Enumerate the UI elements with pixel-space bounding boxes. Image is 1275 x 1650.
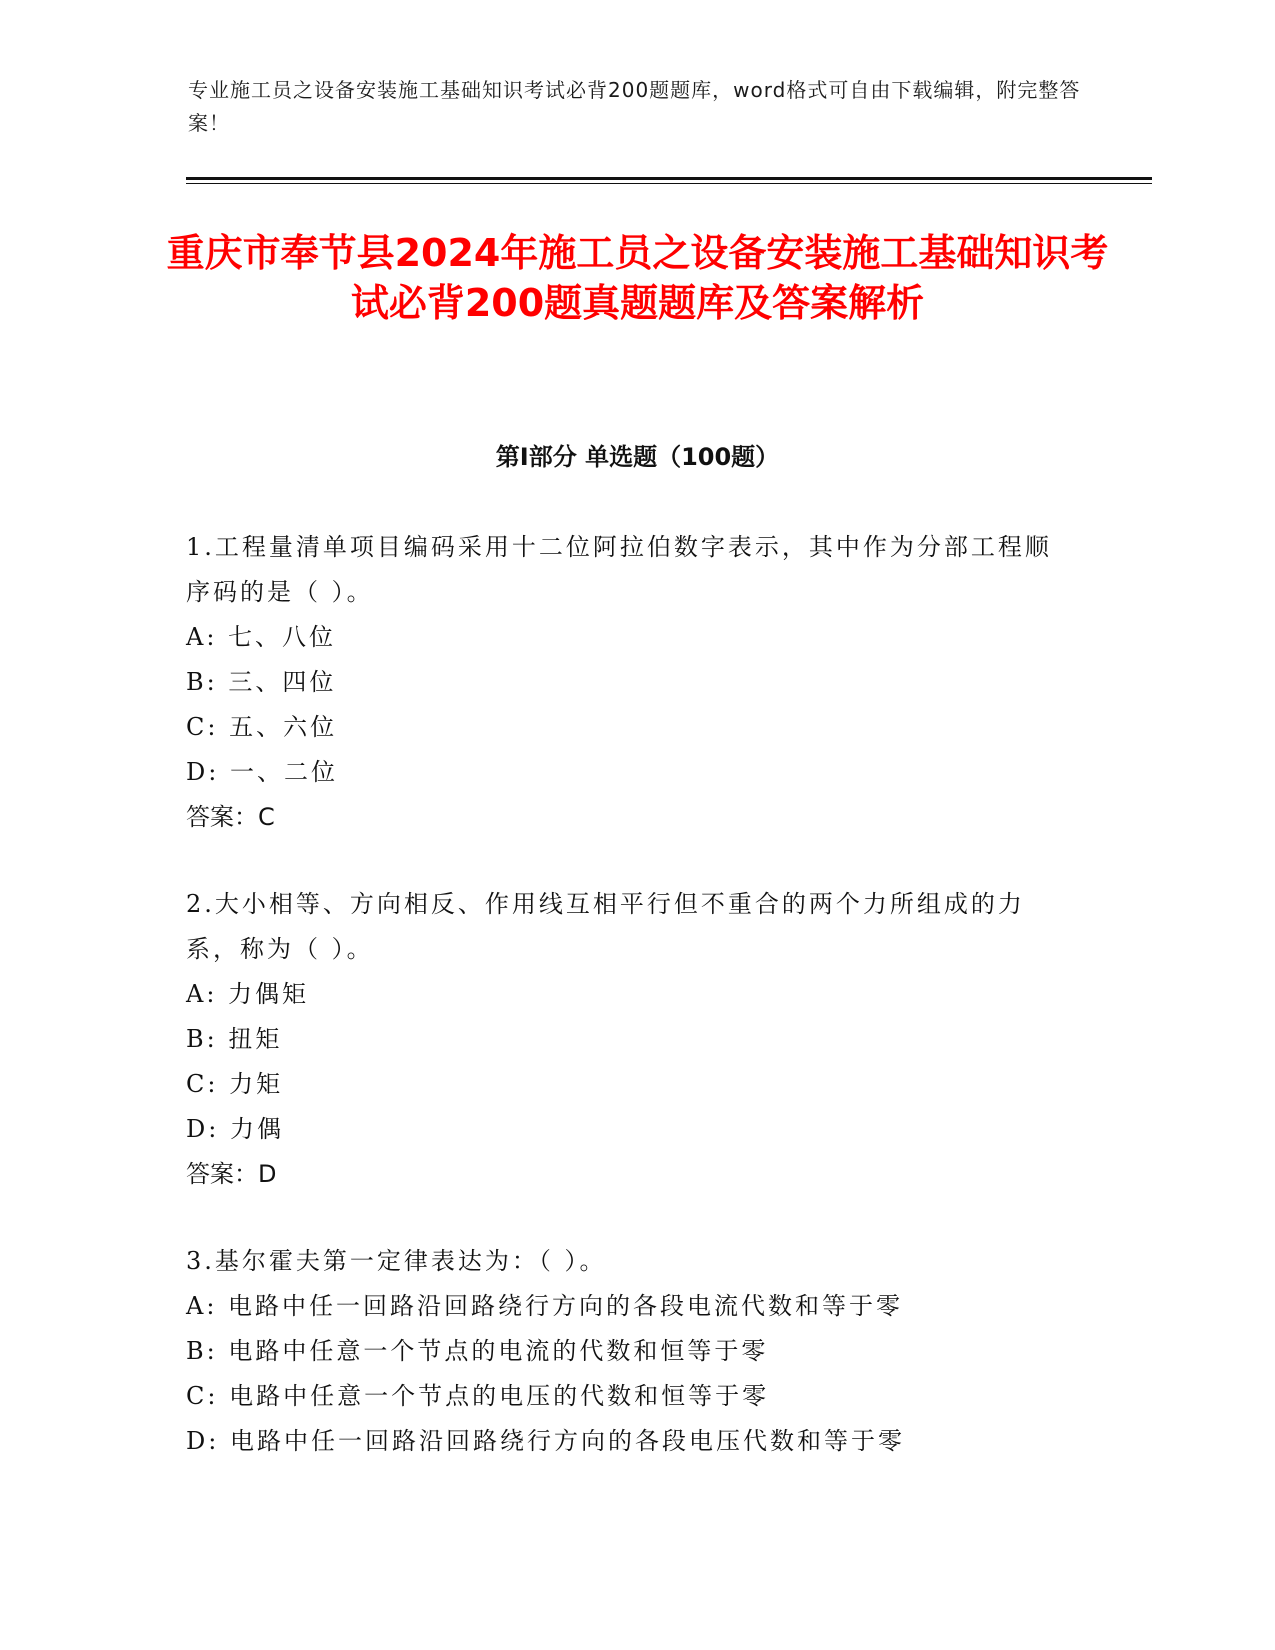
document-title: 重庆市奉节县2024年施工员之设备安装施工基础知识考试必背200题真题题库及答案解析: [166, 231, 1109, 325]
option-b: B: 三、四位: [186, 668, 337, 696]
question-text: 1.工程量清单项目编码采用十二位阿拉伯数字表示，其中作为分部工程顺序码的是（ ）。: [186, 533, 1052, 606]
option-d: D: 电路中任一回路沿回路绕行方向的各段电压代数和等于零: [186, 1427, 905, 1455]
header-divider-thick: [186, 177, 1152, 180]
question-2: [186, 882, 1066, 1197]
option-d: D: 一、二位: [186, 758, 338, 786]
answer: 答案：C: [186, 803, 275, 831]
option-a: A: 七、八位: [186, 623, 337, 651]
option-d: D: 力偶: [186, 1115, 284, 1143]
question-text: 2.大小相等、方向相反、作用线互相平行但不重合的两个力所组成的力系，称为（ ）。: [186, 890, 1025, 963]
option-c: C: 力矩: [186, 1070, 284, 1098]
answer: 答案：D: [186, 1160, 277, 1188]
option-c: C: 五、六位: [186, 713, 338, 741]
option-c: C: 电路中任意一个节点的电压的代数和恒等于零: [186, 1382, 770, 1410]
option-b: B: 扭矩: [186, 1025, 283, 1053]
question-3: [186, 1239, 1066, 1464]
question-list: [186, 525, 1066, 1506]
header-divider-thin: [186, 183, 1152, 184]
question-1: [186, 525, 1066, 840]
question-text: 3.基尔霍夫第一定律表达为：（ ）。: [186, 1247, 607, 1275]
option-a: A: 力偶矩: [186, 980, 310, 1008]
section-heading: 第I部分 单选题（100题）: [495, 443, 780, 471]
header-note: 专业施工员之设备安装施工基础知识考试必背200题题库，word格式可自由下载编辑，附完整答案！: [188, 78, 1081, 135]
option-a: A: 电路中任一回路沿回路绕行方向的各段电流代数和等于零: [186, 1292, 904, 1320]
option-b: B: 电路中任意一个节点的电流的代数和恒等于零: [186, 1337, 769, 1365]
